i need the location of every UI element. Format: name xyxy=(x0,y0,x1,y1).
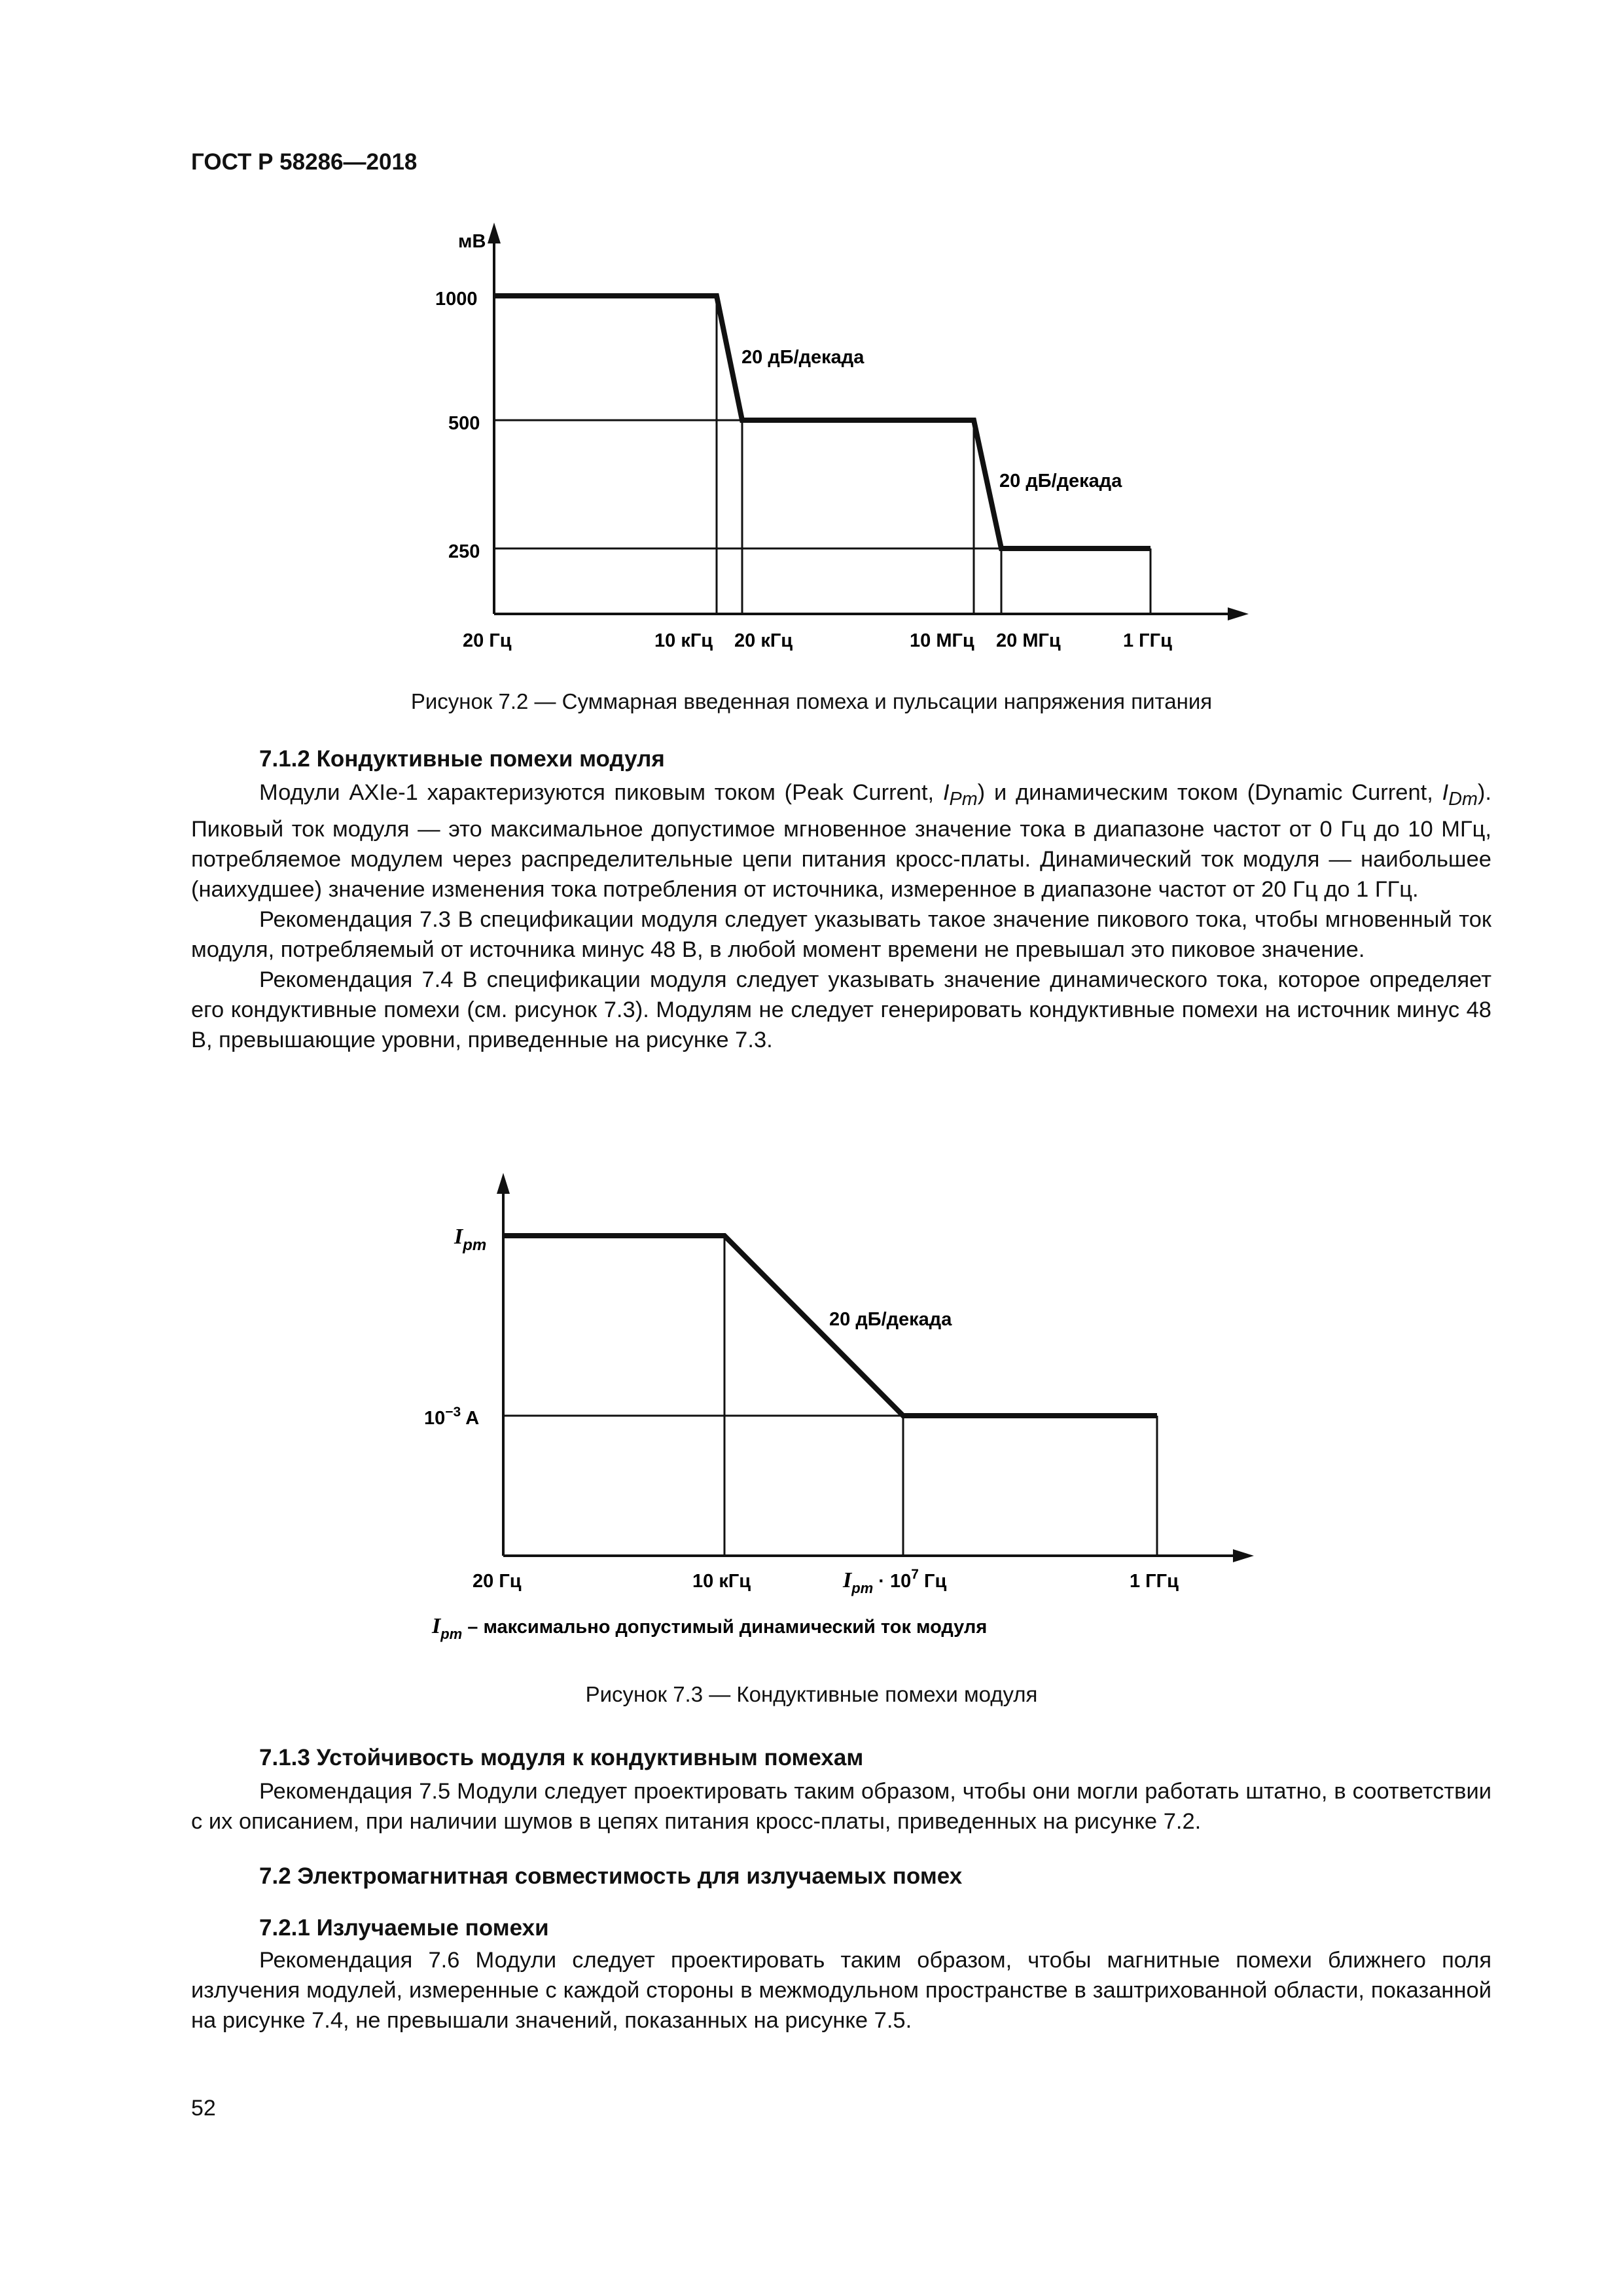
x-tick-label: 20 Гц xyxy=(463,630,512,651)
figure-legend: $I_{pm}$ – максимально допустимый динамический ток модуля xyxy=(432,1614,988,1642)
slope-label: 20 дБ/декада xyxy=(999,471,1122,492)
figure-7-3-chart xyxy=(0,1165,1623,1662)
x-tick-label: 1 ГГц xyxy=(1123,630,1172,651)
paragraph: Модули AXIe-1 характеризуются пиковым током (Peak Current, $I_{Pm}$) и динамическим током (Dynamic Current, $I_{Dm}$). Пиковый ток модуля — это максимальное допустимое мгновенное значение тока в диапазоне частот от 0 Гц до 10 МГц, потребляемое модулем через распределительные цепи питания кросс-платы. Динамический ток модуля — наибольшее (наихудшее) значение изменения тока потребления от источника, измеренное в диапазоне частот от 20 Гц до 1 ГГц. xyxy=(191,780,1491,902)
x-tick-label: 20 кГц xyxy=(734,630,793,651)
section-heading-7-1-3: 7.1.3 Устойчивость модуля к кондуктивным помехам xyxy=(259,1745,864,1770)
x-tick-label: 10 кГц xyxy=(692,1571,751,1592)
y-axis-arrow-icon xyxy=(488,223,501,243)
x-axis-arrow-icon xyxy=(1228,607,1249,620)
section-7-2-1-body xyxy=(191,1945,1491,2036)
section-heading-7-1-2: 7.1.2 Кондуктивные помехи модуля xyxy=(259,746,665,772)
y-tick-ipm: $I_{pm}$ xyxy=(454,1225,487,1254)
document-code: ГОСТ Р 58286—2018 xyxy=(191,149,418,175)
x-tick-label: 1 ГГц xyxy=(1130,1571,1179,1592)
section-heading-7-2-1: 7.2.1 Излучаемые помехи xyxy=(259,1915,549,1941)
x-tick-label: 20 Гц xyxy=(473,1571,522,1592)
limit-curve xyxy=(494,296,1150,548)
y-tick-label: 500 xyxy=(448,413,480,434)
slope-label: 20 дБ/декада xyxy=(741,347,865,368)
y-tick-label: 1000 xyxy=(435,289,478,310)
paragraph: Рекомендация 7.3 В спецификации модуля следует указывать такое значение пикового тока, чтобы мгновенный ток модуля, потребляемый от источника минус 48 В, в любой момент времени не превышал это пиковое значение. xyxy=(191,906,1491,962)
y-unit-label: мВ xyxy=(458,231,486,252)
x-tick-label: 20 МГц xyxy=(996,630,1061,651)
x-tick-label: 10 кГц xyxy=(654,630,713,651)
x-tick-label: 10 МГц xyxy=(910,630,974,651)
x-axis-arrow-icon xyxy=(1233,1549,1254,1562)
paragraph: Рекомендация 7.5 Модули следует проектировать таким образом, чтобы они могли работать штатно, в соответствии с их описанием, при наличии шумов в цепях питания кросс-платы, приведенных на рисунке 7.2. xyxy=(191,1779,1491,1834)
section-7-1-3-body xyxy=(191,1776,1491,1837)
y-tick-label: 250 xyxy=(448,541,480,562)
figure-7-2-caption: Рисунок 7.2 — Суммарная введенная помеха и пульсации напряжения питания xyxy=(410,689,1213,713)
page-number: 52 xyxy=(191,2096,216,2121)
y-tick-10e-3: $10^{-3}$ A xyxy=(424,1405,480,1429)
slope-label: 20 дБ/декада xyxy=(829,1309,952,1330)
paragraph: Рекомендация 7.4 В спецификации модуля следует указывать значение динамического тока, которое определяет его кондуктивные помехи (см. рисунок 7.3). Модулям не следует генерировать кондуктивные помехи на источник минус 48 В, превышающие уровни, приведенные на рисунке 7.3. xyxy=(191,967,1491,1052)
y-axis-arrow-icon xyxy=(497,1173,510,1194)
x-tick-label: $I_{pm} \cdot 10^7$ Гц xyxy=(843,1567,947,1596)
figure-7-2-chart xyxy=(0,216,1623,674)
section-heading-7-2: 7.2 Электромагнитная совместимость для излучаемых помех xyxy=(259,1863,963,1889)
paragraph: Рекомендация 7.6 Модули следует проектировать таким образом, чтобы магнитные помехи ближнего поля излучения модулей, измеренные с каждой стороны в межмодульном пространстве в заштрихованной области, показанной на рисунке 7.4, не превышали значений, показанных на рисунке 7.5. xyxy=(191,1948,1491,2033)
figure-7-3-caption: Рисунок 7.3 — Кондуктивные помехи модуля xyxy=(585,1682,1038,1706)
section-7-1-2-body xyxy=(191,778,1491,1055)
